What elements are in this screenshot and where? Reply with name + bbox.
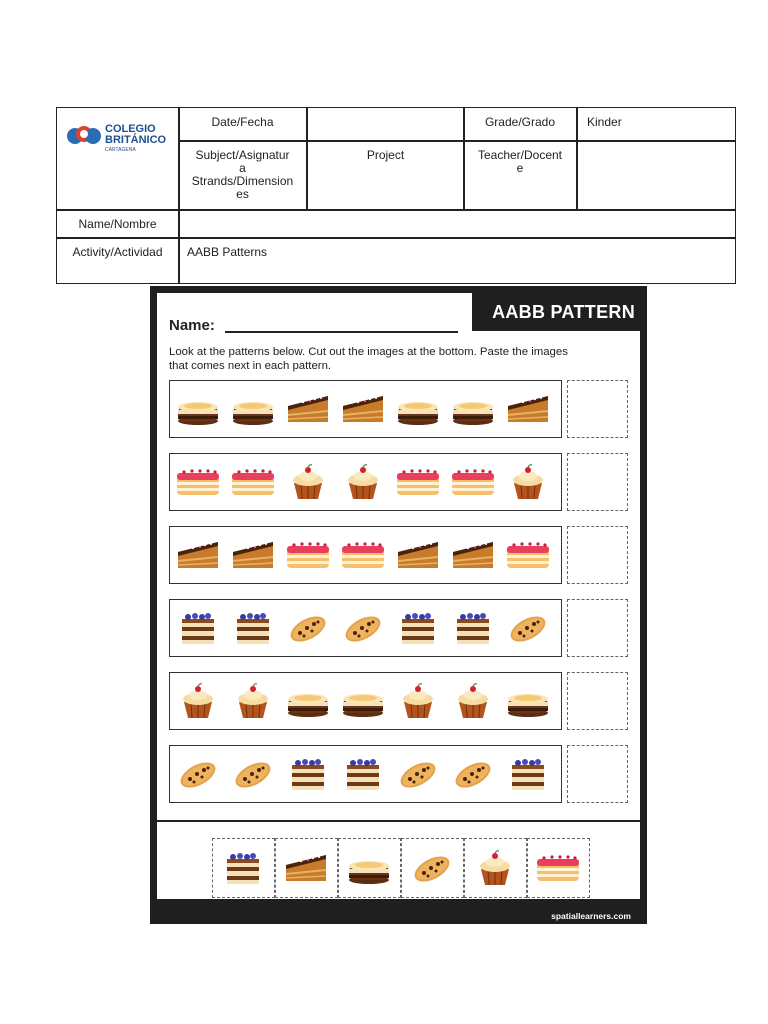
cookie-icon: [395, 755, 441, 793]
layer-cake-icon: [340, 536, 386, 574]
logo-text-line-2: BRITÁNICO: [105, 134, 167, 146]
chocolate-cake-icon: [285, 682, 331, 720]
layer-cake-icon: [395, 463, 441, 501]
pattern-row: [169, 599, 562, 657]
cookie-icon: [505, 609, 551, 647]
tiramisu-icon: [220, 849, 266, 887]
cutout-card[interactable]: [212, 838, 275, 898]
cupcake-icon: [395, 682, 441, 720]
cutout-card[interactable]: [275, 838, 338, 898]
cutout-card[interactable]: [464, 838, 527, 898]
layer-cake-icon: [175, 463, 221, 501]
name-label: Name/Nombre: [78, 217, 157, 231]
subject-value: Project: [366, 148, 405, 162]
chocolate-cake-icon: [230, 390, 276, 428]
date-label: Date/Fecha: [211, 115, 274, 129]
cake-slice-icon: [285, 390, 331, 428]
teacher-label: Teacher/Docent e: [477, 148, 563, 175]
cake-slice-icon: [283, 849, 329, 887]
cutout-card[interactable]: [527, 838, 590, 898]
cupcake-icon: [285, 463, 331, 501]
cupcake-icon: [505, 463, 551, 501]
tiramisu-icon: [285, 755, 331, 793]
tiramisu-icon: [340, 755, 386, 793]
cutout-card[interactable]: [338, 838, 401, 898]
pattern-row: [169, 380, 562, 438]
cookie-icon: [285, 609, 331, 647]
cupcake-icon: [450, 682, 496, 720]
worksheet-image: [150, 286, 647, 924]
pattern-row: [169, 526, 562, 584]
chocolate-cake-icon: [450, 390, 496, 428]
answer-slot[interactable]: [567, 380, 628, 438]
cupcake-icon: [175, 682, 221, 720]
pattern-row: [169, 672, 562, 730]
worksheet-body: [157, 293, 640, 899]
tiramisu-icon: [230, 609, 276, 647]
worksheet-title-bar: [472, 293, 647, 331]
tiramisu-icon: [450, 609, 496, 647]
chocolate-cake-icon: [340, 682, 386, 720]
cookie-icon: [340, 609, 386, 647]
answer-slot[interactable]: [567, 672, 628, 730]
cutout-row: [212, 838, 595, 898]
pattern-row: [169, 745, 562, 803]
chocolate-cake-icon: [505, 682, 551, 720]
cake-slice-icon: [175, 536, 221, 574]
cake-slice-icon: [395, 536, 441, 574]
cut-divider: [157, 820, 640, 822]
tiramisu-icon: [505, 755, 551, 793]
logo-text-line-3: CARTAGENA: [105, 147, 136, 153]
layer-cake-icon: [535, 849, 581, 887]
cake-slice-icon: [450, 536, 496, 574]
cupcake-icon: [472, 849, 518, 887]
grade-label: Grade/Grado: [484, 115, 556, 129]
cutout-card[interactable]: [401, 838, 464, 898]
cookie-icon: [409, 849, 455, 887]
layer-cake-icon: [285, 536, 331, 574]
worksheet-footer: spatiallearners.com: [551, 911, 631, 921]
worksheet-name-label: Name:: [169, 317, 215, 334]
layer-cake-icon: [230, 463, 276, 501]
worksheet-title: AABB PATTERN: [492, 302, 635, 322]
cupcake-icon: [340, 463, 386, 501]
chocolate-cake-icon: [346, 849, 392, 887]
cookie-icon: [450, 755, 496, 793]
chocolate-cake-icon: [175, 390, 221, 428]
grade-value: Kinder: [587, 115, 622, 129]
cake-slice-icon: [505, 390, 551, 428]
answer-slot[interactable]: [567, 745, 628, 803]
answer-slot[interactable]: [567, 453, 628, 511]
layer-cake-icon: [450, 463, 496, 501]
chocolate-cake-icon: [395, 390, 441, 428]
layer-cake-icon: [505, 536, 551, 574]
activity-value: AABB Patterns: [187, 245, 268, 259]
subject-label: Subject/Asignatur a Strands/Dimension es: [191, 148, 294, 201]
worksheet-name-line: [225, 331, 458, 333]
cake-slice-icon: [340, 390, 386, 428]
pattern-row: [169, 453, 562, 511]
answer-slot[interactable]: [567, 599, 628, 657]
instructions: Look at the patterns below. Cut out the images at the bottom. Paste the images that comes next in each pattern.: [169, 346, 568, 372]
activity-label: Activity/Actividad: [72, 245, 163, 259]
cupcake-icon: [230, 682, 276, 720]
logo-text-line-1: COLEGIO: [105, 123, 156, 135]
cookie-icon: [175, 755, 221, 793]
cake-slice-icon: [230, 536, 276, 574]
tiramisu-icon: [175, 609, 221, 647]
school-logo: [65, 120, 183, 156]
cookie-icon: [230, 755, 276, 793]
header-table: [56, 107, 736, 284]
tiramisu-icon: [395, 609, 441, 647]
answer-slot[interactable]: [567, 526, 628, 584]
